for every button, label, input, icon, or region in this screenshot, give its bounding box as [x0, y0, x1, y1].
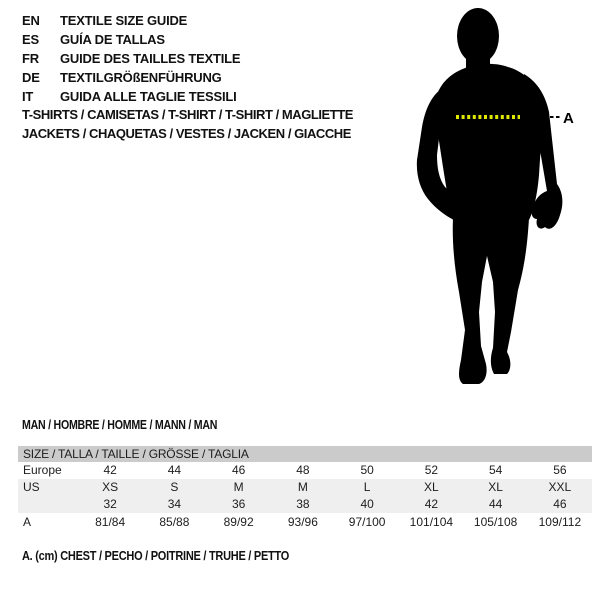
table-cell: S — [170, 480, 179, 494]
language-title: GUIDA ALLE TAGLIE TESSILI — [60, 89, 237, 104]
measure-label-a: A — [563, 110, 574, 127]
language-row — [22, 49, 240, 68]
table-cell: 109/112 — [538, 515, 582, 529]
table-cell: 32 — [103, 497, 117, 511]
row-label: Europe — [23, 463, 62, 477]
table-cell: 101/104 — [409, 515, 454, 529]
man-figure — [408, 0, 578, 398]
table-cell: 46 — [231, 463, 246, 477]
table-cell: 89/92 — [223, 515, 254, 529]
table-cell: XL — [488, 480, 503, 494]
language-row — [22, 87, 240, 106]
table-cell: 54 — [488, 463, 503, 477]
table-cell: 44 — [488, 497, 503, 511]
row-label — [18, 496, 78, 513]
table-cell: 52 — [424, 463, 439, 477]
table-row-europe — [18, 462, 592, 479]
language-code: ES — [22, 32, 39, 47]
table-cell: 36 — [231, 497, 246, 511]
language-code: FR — [22, 51, 39, 66]
size-table-header: SIZE / TALLA / TAILLE / GRÖSSE / TAGLIA — [18, 446, 592, 462]
table-cell: 105/108 — [473, 515, 518, 529]
table-cell: M — [297, 480, 308, 494]
section-title-man: MAN / HOMBRE / HOMME / MANN / MAN — [22, 418, 218, 432]
man-silhouette — [408, 0, 578, 398]
language-row — [22, 30, 240, 49]
row-label: US — [23, 480, 40, 494]
language-title: GUÍA DE TALLAS — [60, 32, 165, 47]
table-cell: 81/84 — [95, 515, 126, 529]
category-list — [22, 105, 353, 143]
language-title: GUIDE DES TAILLES TEXTILE — [60, 51, 241, 66]
language-list — [22, 11, 240, 106]
language-title: TEXTILGRÖßENFÜHRUNG — [60, 70, 222, 85]
table-cell: 50 — [360, 463, 374, 477]
category-line-tshirts: T-SHIRTS / CAMISETAS / T-SHIRT / T-SHIRT / MAGLIETTE — [22, 107, 353, 122]
table-cell: L — [363, 480, 371, 494]
table-cell: 85/88 — [159, 515, 190, 529]
table-cell: 93/96 — [287, 515, 318, 529]
language-code: DE — [22, 70, 40, 85]
table-cell: 97/100 — [348, 515, 386, 529]
language-row — [22, 11, 240, 30]
size-table — [18, 446, 592, 531]
category-line-jackets: JACKETS / CHAQUETAS / VESTES / JACKEN / GIACCHE — [22, 126, 351, 141]
table-cell: 42 — [103, 463, 117, 477]
table-row-us — [18, 479, 592, 496]
table-cell: 34 — [167, 497, 182, 511]
table-row-chest — [18, 513, 592, 531]
table-cell: 46 — [553, 497, 567, 511]
table-cell: 56 — [553, 463, 567, 477]
silhouette-legs — [453, 218, 529, 384]
table-cell: 42 — [424, 497, 439, 511]
table-row-us-numeric — [18, 496, 592, 513]
language-title: TEXTILE SIZE GUIDE — [60, 13, 188, 28]
language-code: IT — [22, 89, 34, 104]
language-row — [22, 68, 240, 87]
table-cell: M — [233, 480, 244, 494]
table-cell: 44 — [167, 463, 182, 477]
table-cell: XS — [102, 480, 119, 494]
language-code: EN — [22, 13, 40, 28]
table-cell: XL — [424, 480, 439, 494]
table-cell: 40 — [360, 497, 374, 511]
table-cell: 48 — [296, 463, 310, 477]
table-cell: 38 — [296, 497, 310, 511]
measurement-footnote: A. (cm) CHEST / PECHO / POITRINE / TRUHE / PETTO — [22, 549, 290, 563]
table-cell: XXL — [548, 480, 572, 494]
row-label: A — [23, 515, 32, 529]
